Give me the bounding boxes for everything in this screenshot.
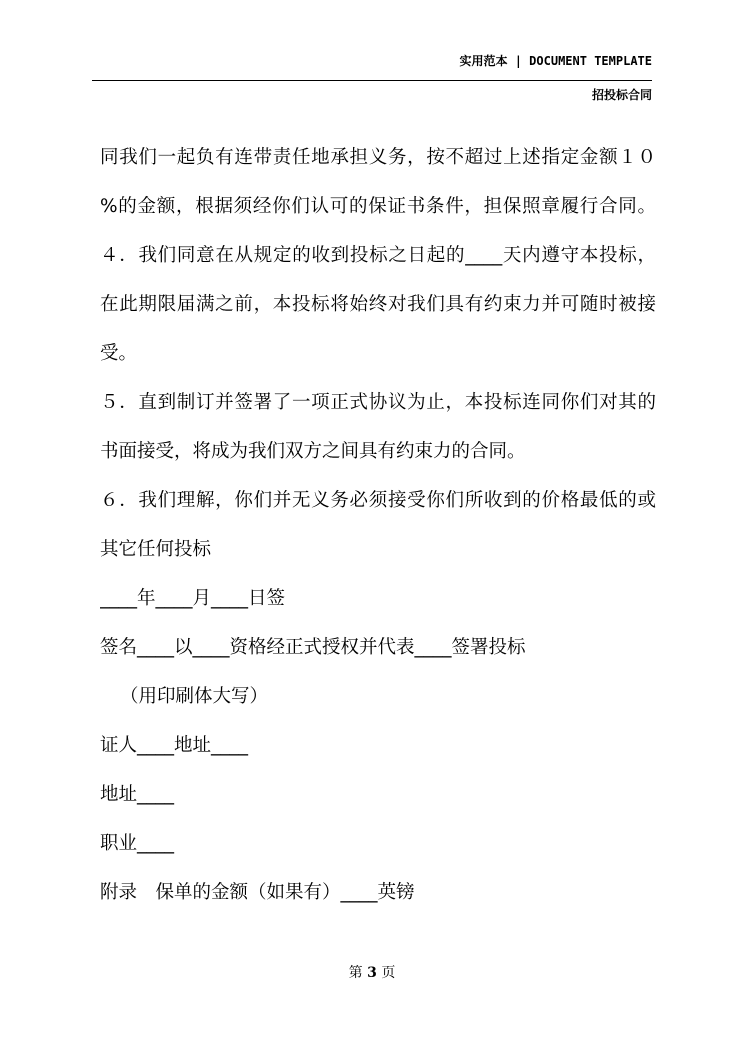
header-document-label: 实用范本 | DOCUMENT TEMPLATE <box>459 54 652 68</box>
body-line-2: %的金额，根据须经你们认可的保证书条件，担保照章履行合同。 <box>100 196 656 217</box>
appendix-line: 附录 保单的金额（如果有）____英镑 <box>100 882 415 903</box>
clause-6-line-1: ６．我们理解，你们并无义务必须接受你们所收到的价格最低的或 <box>100 490 656 511</box>
address-line: 地址____ <box>100 784 175 805</box>
page-suffix: 页 <box>381 965 396 981</box>
page-number <box>0 962 744 982</box>
body-line-1: 同我们一起负有连带责任地承担义务，按不超过上述指定金额１０ <box>100 147 656 168</box>
clause-5-line-2: 书面接受，将成为我们双方之间具有约束力的合同。 <box>100 441 526 462</box>
header-doc-title: 招投标合同 <box>591 88 652 102</box>
contract-body <box>100 140 656 924</box>
clause-6-line-2: 其它任何投标 <box>100 539 212 560</box>
clause-4-line-1: ４．我们同意在从规定的收到投标之日起的____天内遵守本投标， <box>100 245 656 266</box>
clause-5-line-1: ５．直到制订并签署了一项正式协议为止，本投标连同你们对其的 <box>100 392 656 413</box>
witness-line: 证人____地址____ <box>100 735 249 756</box>
page-number-value: 3 <box>367 965 377 981</box>
header-divider <box>92 80 652 81</box>
clause-4-line-3: 受。 <box>100 343 138 364</box>
page-prefix: 第 <box>348 965 363 981</box>
print-note-line: （用印刷体大写） <box>120 686 269 707</box>
occupation-line: 职业____ <box>100 833 175 854</box>
signing-date-line: ____年____月____日签 <box>100 588 286 609</box>
signature-line: 签名____以____资格经正式授权并代表____签署投标 <box>100 637 526 658</box>
clause-4-line-2: 在此期限届满之前，本投标将始终对我们具有约束力并可随时被接 <box>100 294 656 315</box>
